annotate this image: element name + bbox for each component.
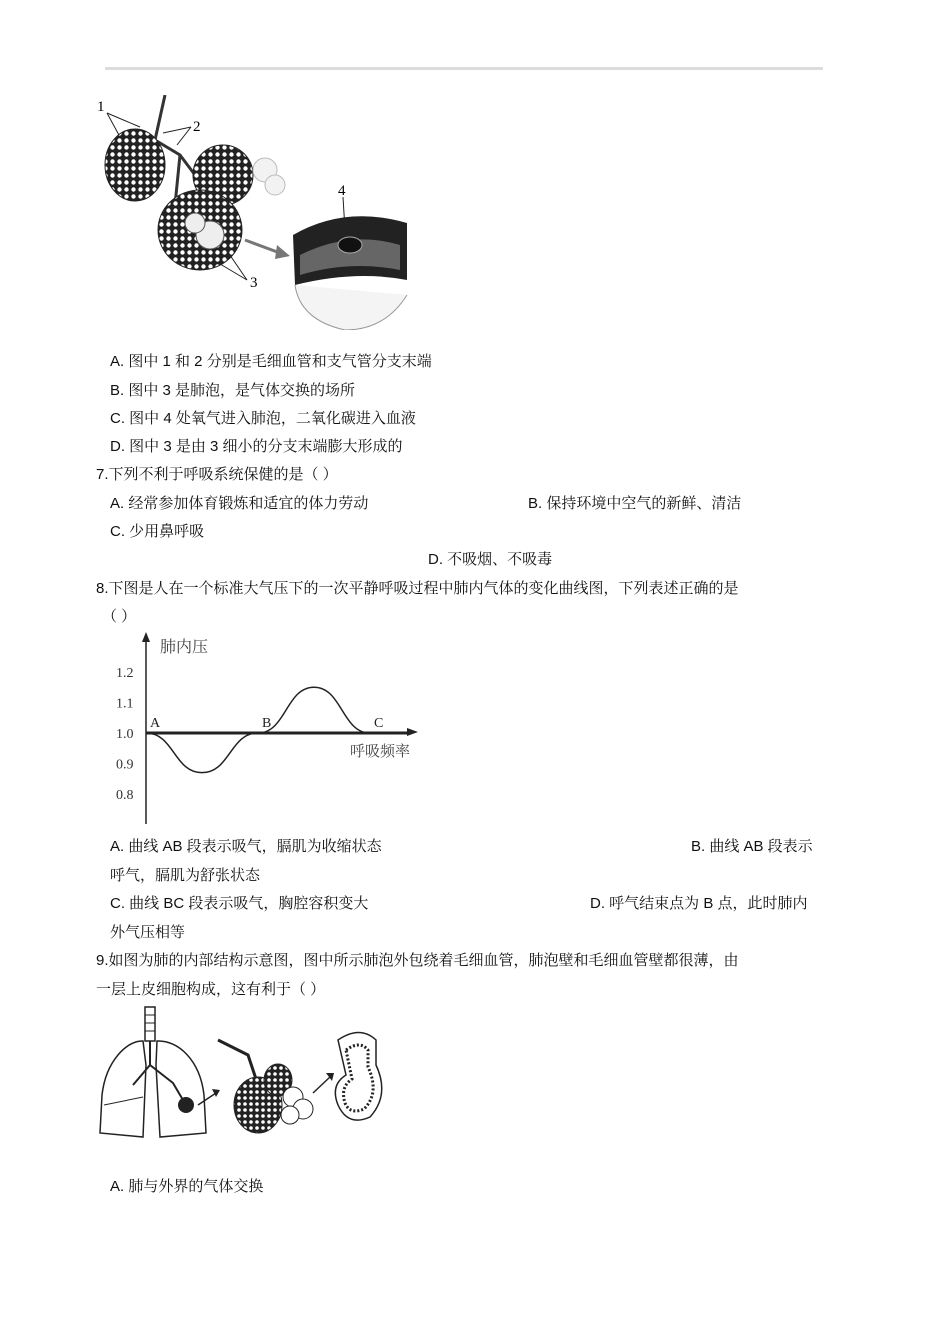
q8-option-a: A. 曲线 AB 段表示吸气，膈肌为收缩状态	[110, 838, 382, 855]
q8-stem-bracket: （ ）	[102, 608, 137, 625]
q7-option-c: C. 少用鼻呼吸	[110, 523, 205, 540]
y-tick-label: 0.9	[116, 757, 134, 773]
q7-option-a: A. 经常参加体育锻炼和适宜的体力劳动	[110, 495, 369, 512]
y-axis-label: 肺内压	[160, 639, 209, 656]
y-tick-label: 1.1	[116, 696, 134, 712]
fig1-label-2: 2	[193, 119, 201, 135]
y-tick-label: 1.2	[116, 666, 134, 681]
q8-option-b-part1: B. 曲线 AB 段表示	[691, 838, 813, 855]
y-tick-label: 1.0	[116, 727, 134, 742]
alveoli-figure	[95, 95, 415, 330]
fig1-label-1: 1	[97, 99, 105, 115]
q8-option-d-part1: D. 呼气结束点为 B 点，此时肺内	[590, 895, 808, 912]
fig1-label-4: 4	[338, 183, 346, 199]
x-axis-label: 呼吸频率	[350, 744, 411, 760]
q8-option-b-part2: 呼气，膈肌为舒张状态	[110, 867, 261, 884]
q6-option-c: C. 图中 4 处氧气进入肺泡，二氧化碳进入血液	[110, 410, 416, 427]
x-axis-arrow	[407, 728, 418, 736]
y-tick-label: 0.8	[116, 788, 134, 803]
header-rule	[105, 67, 823, 70]
q8-option-c: C. 曲线 BC 段表示吸气，胸腔容积变大	[110, 895, 369, 912]
fig1-label-3: 3	[250, 275, 258, 291]
q8-stem: 8.下图是人在一个标准大气压下的一次平静呼吸过程中肺内气体的变化曲线图，下列表述正确的是	[96, 580, 739, 597]
q9-stem-line1: 9.如图为肺的内部结构示意图，图中所示肺泡外包绕着毛细血管，肺泡壁和毛细血管壁都很薄，由	[96, 952, 739, 969]
q6-option-d: D. 图中 3 是由 3 细小的分支末端膨大形成的	[110, 438, 403, 455]
point-label-a: A	[150, 716, 161, 731]
q6-option-a: A. 图中 1 和 2 分别是毛细血管和支气管分支末端	[110, 353, 432, 370]
q9-option-a: A. 肺与外界的气体交换	[110, 1178, 264, 1195]
q7-option-d: D. 不吸烟、不吸毒	[428, 551, 553, 568]
point-label-b: B	[262, 716, 272, 731]
lung-structure-figure	[98, 1005, 393, 1145]
q7-stem: 7.下列不利于呼吸系统保健的是（ ）	[96, 466, 338, 483]
q8-option-d-part2: 外气压相等	[110, 924, 186, 941]
y-axis-arrow	[142, 632, 150, 642]
q7-option-b: B. 保持环境中空气的新鲜、清洁	[528, 495, 742, 512]
pressure-chart	[100, 628, 430, 828]
q9-stem-line2: 一层上皮细胞构成，这有利于（ ）	[96, 981, 326, 998]
q6-option-b: B. 图中 3 是肺泡，是气体交换的场所	[110, 382, 356, 399]
pressure-curve	[146, 687, 370, 772]
point-label-c: C	[374, 716, 384, 731]
